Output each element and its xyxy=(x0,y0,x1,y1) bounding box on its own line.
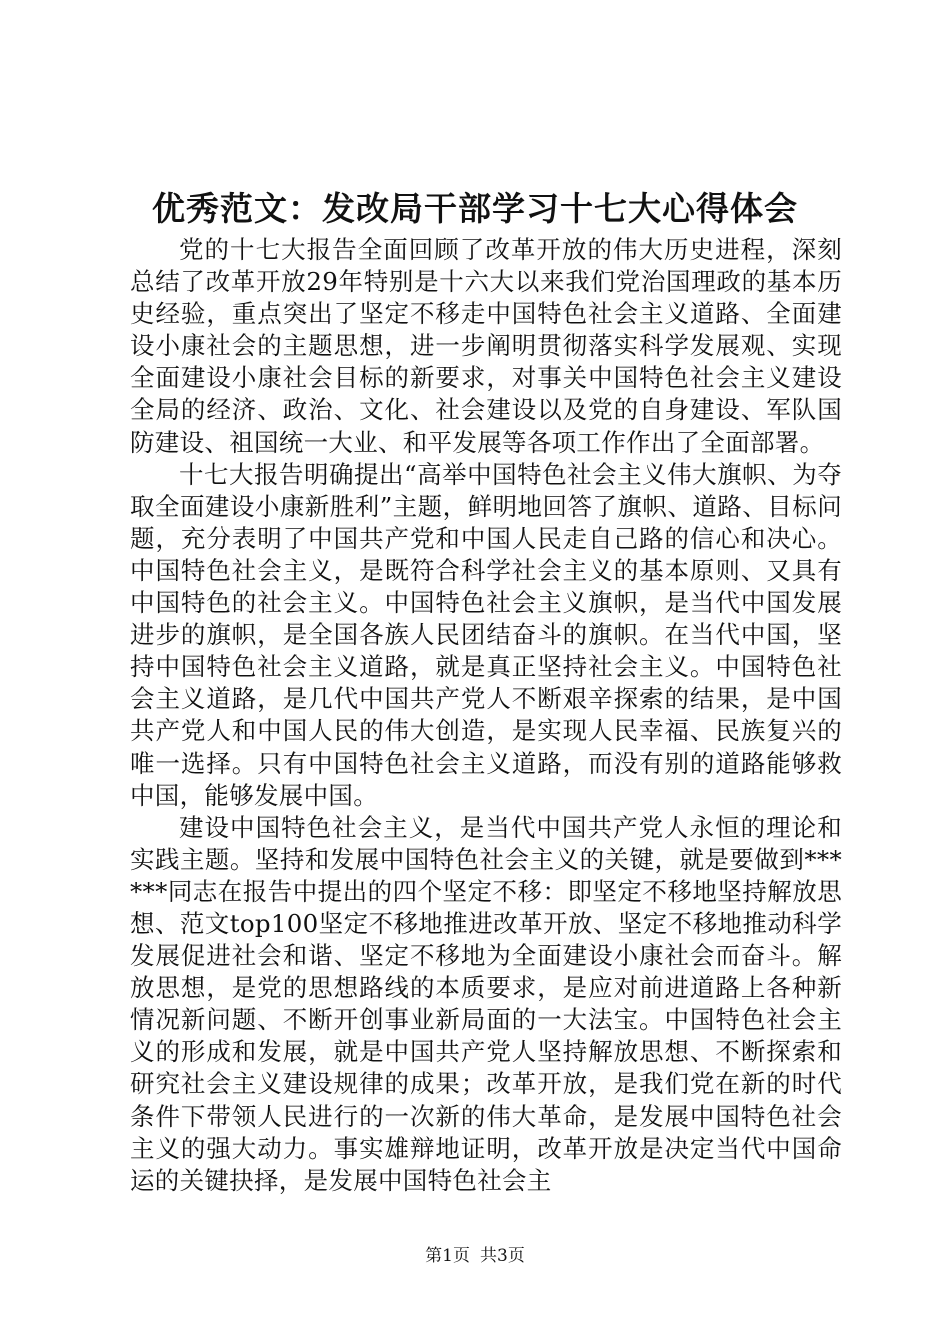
paragraph-3: 建设中国特色社会主义，是当代中国共产党人永恒的理论和实践主题。坚持和发展中国特色社会主义的关键，就是要做到******同志在报告中提出的四个坚定不移：即坚定不移地坚持解放思想、范文top100坚定不移地推进改革开放、坚定不移地推动科学发展促进社会和谐、坚定不移地为全面建设小康社会而奋斗。解放思想，是党的思想路线的本质要求，是应对前进道路上各种新情况新问题、不断开创事业新局面的一大法宝。中国特色社会主义的形成和发展，就是中国共产党人坚持解放思想、不断探索和研究社会主义建设规律的成果；改革开放，是我们党在新的时代条件下带领人民进行的一次新的伟大革命，是发展中国特色社会主义的强大动力。事实雄辩地证明，改革开放是决定当代中国命运的关键抉择，是发展中国特色社会主 xyxy=(130,812,842,1195)
page-number-total: 共3页 xyxy=(480,1246,525,1266)
page-number-current: 第1页 xyxy=(425,1246,470,1266)
paragraph-1: 党的十七大报告全面回顾了改革开放的伟大历史进程，深刻总结了改革开放29年特别是十六大以来我们党治国理政的基本历史经验，重点突出了坚定不移走中国特色社会主义道路、全面建设小康社会的主题思想，进一步阐明贯彻落实科学发展观、实现全面建设小康社会目标的新要求，对事关中国特色社会主义建设全局的经济、政治、文化、社会建设以及党的自身建设、军队国防建设、祖国统一大业、和平发展等各项工作作出了全面部署。 xyxy=(130,235,842,457)
document-title: 优秀范文：发改局干部学习十七大心得体会 xyxy=(152,189,798,228)
page-footer xyxy=(0,1244,950,1268)
document-body xyxy=(130,234,842,1197)
paragraph-2: 十七大报告明确提出“高举中国特色社会主义伟大旗帜、为夺取全面建设小康新胜利”主题，鲜明地回答了旗帜、道路、目标问题，充分表明了中国共产党和中国人民走自己路的信心和决心。中国特色社会主义，是既符合科学社会主义的基本原则、又具有中国特色的社会主义。中国特色社会主义旗帜，是当代中国发展进步的旗帜，是全国各族人民团结奋斗的旗帜。在当代中国，坚持中国特色社会主义道路，就是真正坚持社会主义。中国特色社会主义道路，是几代中国共产党人不断艰辛探索的结果，是中国共产党人和中国人民的伟大创造，是实现人民幸福、民族复兴的唯一选择。只有中国特色社会主义道路，而没有别的道路能够救中国，能够发展中国。 xyxy=(130,459,842,810)
